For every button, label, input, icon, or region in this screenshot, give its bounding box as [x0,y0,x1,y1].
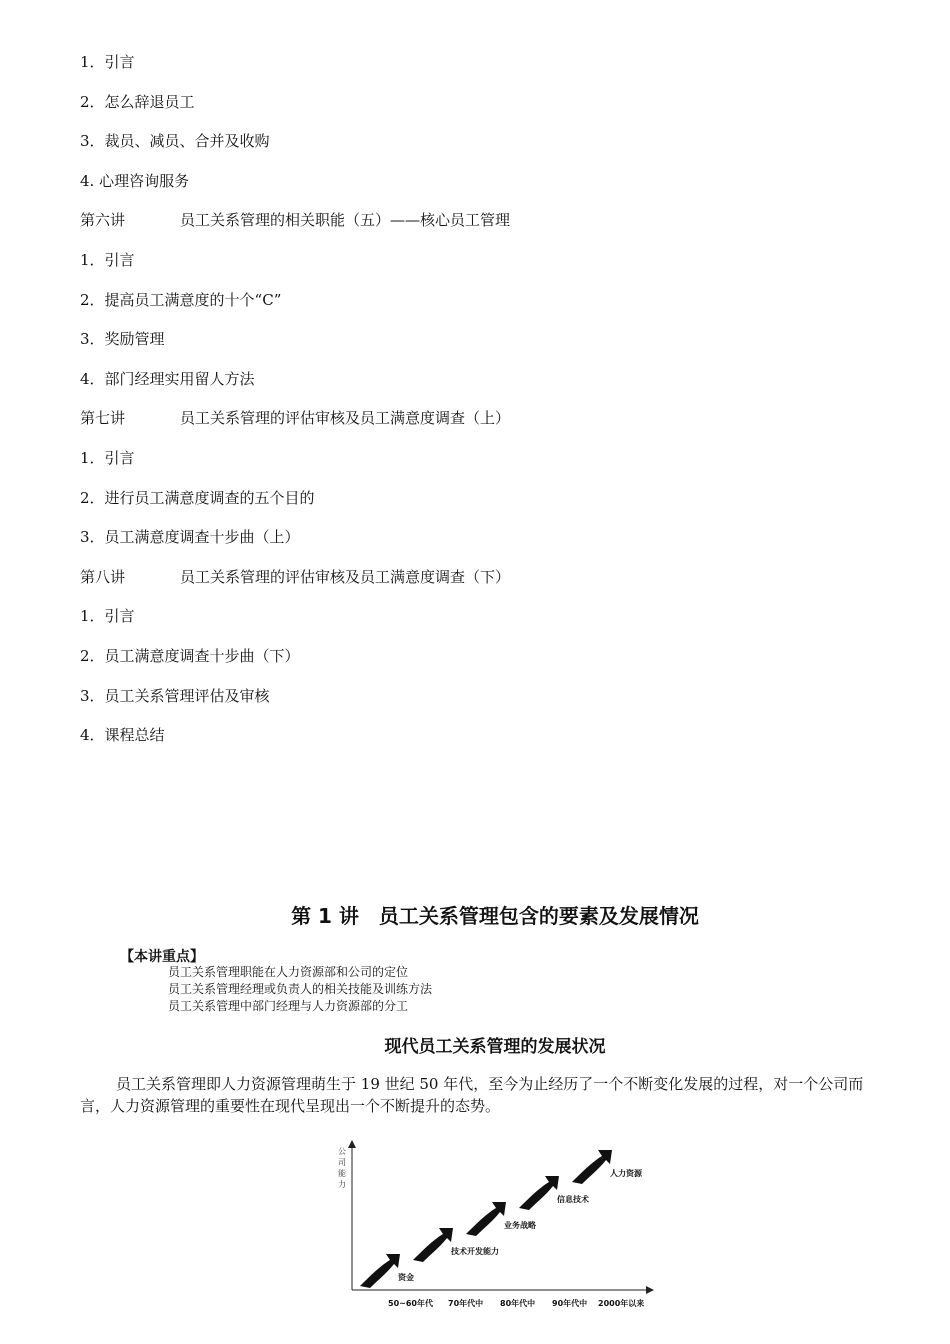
toc-item: 3．员工满意度调查十步曲（上） [80,528,300,547]
lecture-heading [80,567,510,587]
key-point: 员工关系管理中部门经理与人力资源部的分工 [168,999,409,1013]
growth-arrow [572,1150,612,1184]
x-axis-label: 70年代中 [448,1299,484,1308]
figure-y-label: 公司能力 [338,1147,346,1189]
key-points-heading: 【本讲重点】 [120,949,204,965]
stage-label: 技术开发能力 [451,1247,499,1256]
toc-item: 1．引言 [80,449,135,467]
development-figure [330,1140,660,1320]
lecture-number: 第七讲 [80,409,126,428]
toc-item: 2．进行员工满意度调查的五个目的 [80,488,315,507]
lecture-title: 员工关系管理的相关职能（五）——核心员工管理 [180,211,511,230]
x-axis-label: 80年代中 [500,1299,536,1308]
growth-arrow [360,1254,400,1288]
toc-item: 4．部门经理实用留人方法 [80,369,255,388]
x-axis-label: 2000年以来 [598,1299,645,1308]
lecture-heading [80,408,510,428]
toc-item: 4．课程总结 [80,726,165,745]
x-axis-label: 50~60年代 [388,1299,433,1308]
chapter-title: 第 1 讲 员工关系管理包含的要素及发展情况 [291,904,699,928]
toc-item: 3．裁员、减员、合并及收购 [80,132,270,151]
section-title: 现代员工关系管理的发展状况 [384,1037,606,1057]
key-point: 员工关系管理职能在人力资源部和公司的定位 [168,965,409,979]
toc-item: 2．提高员工满意度的十个“C” [80,290,282,309]
growth-arrow [413,1228,453,1262]
figure-axes [330,1140,660,1320]
toc-item: 2．怎么辞退员工 [80,92,195,111]
lecture-title: 员工关系管理的评估审核及员工满意度调查（上） [180,409,511,428]
toc-item: 1．引言 [80,607,135,626]
growth-arrow [466,1202,506,1236]
toc-item: 4. 心理咨询服务 [80,171,190,190]
toc-item: 3．奖励管理 [80,330,165,349]
growth-arrow [519,1176,559,1210]
stage-label: 业务战略 [504,1221,536,1230]
toc-item: 3．员工关系管理评估及审核 [80,686,270,705]
lecture-heading [80,210,510,230]
toc-item: 2．员工满意度调查十步曲（下） [80,647,300,665]
stage-label: 信息技术 [557,1195,589,1204]
lecture-title: 员工关系管理的评估审核及员工满意度调查（下） [180,567,511,586]
toc-item: 1．引言 [80,251,135,269]
key-point: 员工关系管理经理或负责人的相关技能及训练方法 [168,982,433,996]
x-axis-label: 90年代中 [552,1299,588,1308]
lecture-number: 第八讲 [80,567,126,586]
stage-label: 资金 [398,1273,414,1282]
body-paragraph: 员工关系管理即人力资源管理萌生于 19 世纪 50 年代，至今为止经历了一个不断变化发展的过程，对一个公司而言，人力资源管理的重要性在现代呈现出一个不断提升的态势。 [80,1075,864,1115]
lecture-number: 第六讲 [80,211,126,230]
stage-label: 人力资源 [610,1169,642,1178]
toc-item: 1．引言 [80,53,135,71]
